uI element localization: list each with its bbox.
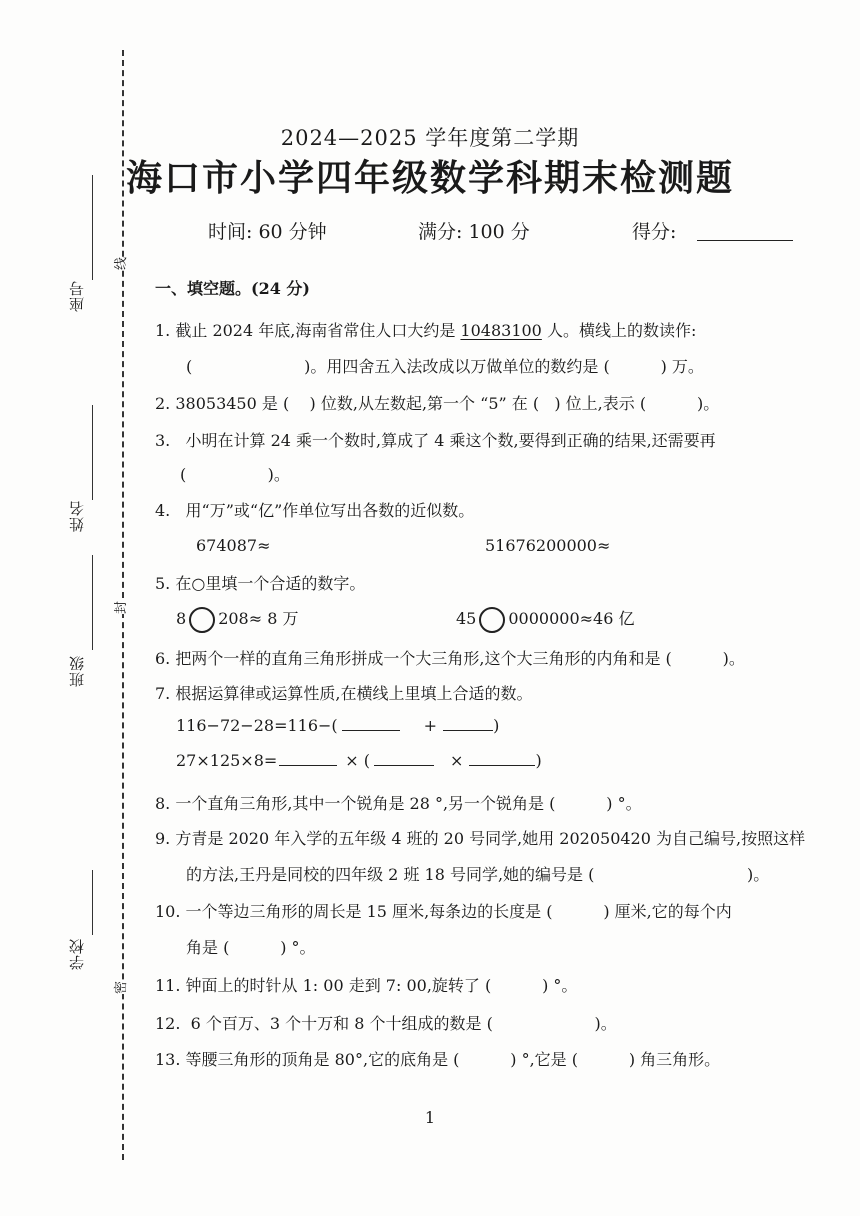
q5b-pre: 45 [456, 609, 477, 628]
q7a-blank-2[interactable] [443, 716, 493, 731]
page-number: 1 [424, 1108, 436, 1127]
question-1-line-1 [155, 318, 696, 341]
question-4: 4. 用“万”或“亿”作单位写出各数的近似数。 [155, 501, 475, 520]
question-7-item-a [176, 716, 499, 735]
q5a-pre: 8 [176, 609, 187, 628]
question-7-item-b [176, 751, 542, 770]
name-line [92, 405, 93, 500]
question-6: 6. 把两个一样的直角三角形拼成一个大三角形,这个大三角形的内角和是 ( )。 [155, 649, 745, 668]
q7b-end: ) [535, 751, 542, 770]
seal-char-feng: 封 [108, 601, 131, 614]
question-2: 2. 38053450 是 ( ) 位数,从左数起,第一个 “5” 在 ( ) 位上,表示 ( )。 [155, 394, 720, 413]
school-label: 学校 [68, 938, 86, 970]
q1-text-post: 人。横线上的数读作: [541, 321, 697, 340]
q7a-pre: 116−72−28=116−( [176, 716, 338, 735]
question-4-item-b: 51676200000≈ [485, 536, 611, 555]
question-5-item-b [456, 606, 634, 633]
q7b-times-1: × ( [345, 751, 371, 770]
q7a-blank-1[interactable] [342, 716, 400, 731]
q7a-plus: + [423, 716, 438, 735]
name-label: 姓名 [68, 500, 86, 532]
question-1-line-2: ( )。用四舍五入法改成以万做单位的数约是 ( ) 万。 [186, 357, 704, 376]
question-13: 13. 等腰三角形的顶角是 80°,它的底角是 ( ) °,它是 ( ) 角三角形。 [155, 1050, 721, 1069]
question-5-item-a [176, 606, 299, 633]
question-5: 5. 在○里填一个合适的数字。 [155, 574, 366, 593]
q7b-blank-3[interactable] [469, 751, 535, 766]
exam-time: 时间: 60 分钟 [208, 221, 327, 243]
q5b-post: 0000000≈46 亿 [508, 609, 635, 628]
q5b-circle-blank[interactable] [479, 607, 505, 633]
seal-char-mi: 密 [108, 981, 131, 994]
seal-char-xian: 线 [108, 257, 131, 270]
exam-full-score: 满分: 100 分 [418, 221, 530, 243]
q7b-blank-1[interactable] [279, 751, 337, 766]
question-8: 8. 一个直角三角形,其中一个锐角是 28 °,另一个锐角是 ( ) °。 [155, 794, 642, 813]
question-4-item-a: 674087≈ [196, 536, 271, 555]
class-line [92, 555, 93, 650]
question-11: 11. 钟面上的时针从 1: 00 走到 7: 00,旋转了 ( ) °。 [155, 976, 578, 995]
seat-number-label: 座号 [68, 280, 86, 312]
q7b-pre: 27×125×8= [176, 751, 278, 770]
class-label: 班级 [68, 655, 86, 687]
section-title-fill-in: 一、填空题。(24 分) [155, 279, 310, 298]
school-line [92, 870, 93, 935]
score-blank[interactable] [697, 240, 793, 241]
question-12: 12. 6 个百万、3 个十万和 8 个十组成的数是 ( )。 [155, 1014, 617, 1033]
question-9-line-1: 9. 方青是 2020 年入学的五年级 4 班的 20 号同学,她用 202050420 为自己编号,按照这样 [155, 829, 806, 848]
q1-underlined-number: 10483100 [460, 321, 542, 340]
q5a-post: 208≈ 8 万 [218, 609, 299, 628]
q5a-circle-blank[interactable] [189, 607, 215, 633]
question-10-line-1: 10. 一个等边三角形的周长是 15 厘米,每条边的长度是 ( ) 厘米,它的每个内 [155, 902, 732, 921]
q7b-times-2: × [450, 751, 464, 770]
q1-text-pre: 1. 截止 2024 年底,海南省常住人口大约是 [155, 321, 461, 340]
question-3-line-1: 3. 小明在计算 24 乘一个数时,算成了 4 乘这个数,要得到正确的结果,还需要再 [155, 431, 716, 450]
exam-subtitle: 2024—2025 学年度第二学期 [280, 126, 580, 150]
question-9-line-2: 的方法,王丹是同校的四年级 2 班 18 号同学,她的编号是 ( )。 [186, 865, 770, 884]
question-7: 7. 根据运算律或运算性质,在横线上里填上合适的数。 [155, 684, 533, 703]
exam-score-label: 得分: [632, 221, 677, 243]
exam-title: 海口市小学四年级数学科期末检测题 [125, 157, 734, 199]
q7a-end: ) [493, 716, 500, 735]
question-3-line-2: ( )。 [180, 465, 290, 484]
q7b-blank-2[interactable] [374, 751, 434, 766]
question-10-line-2: 角是 ( ) °。 [186, 938, 316, 957]
